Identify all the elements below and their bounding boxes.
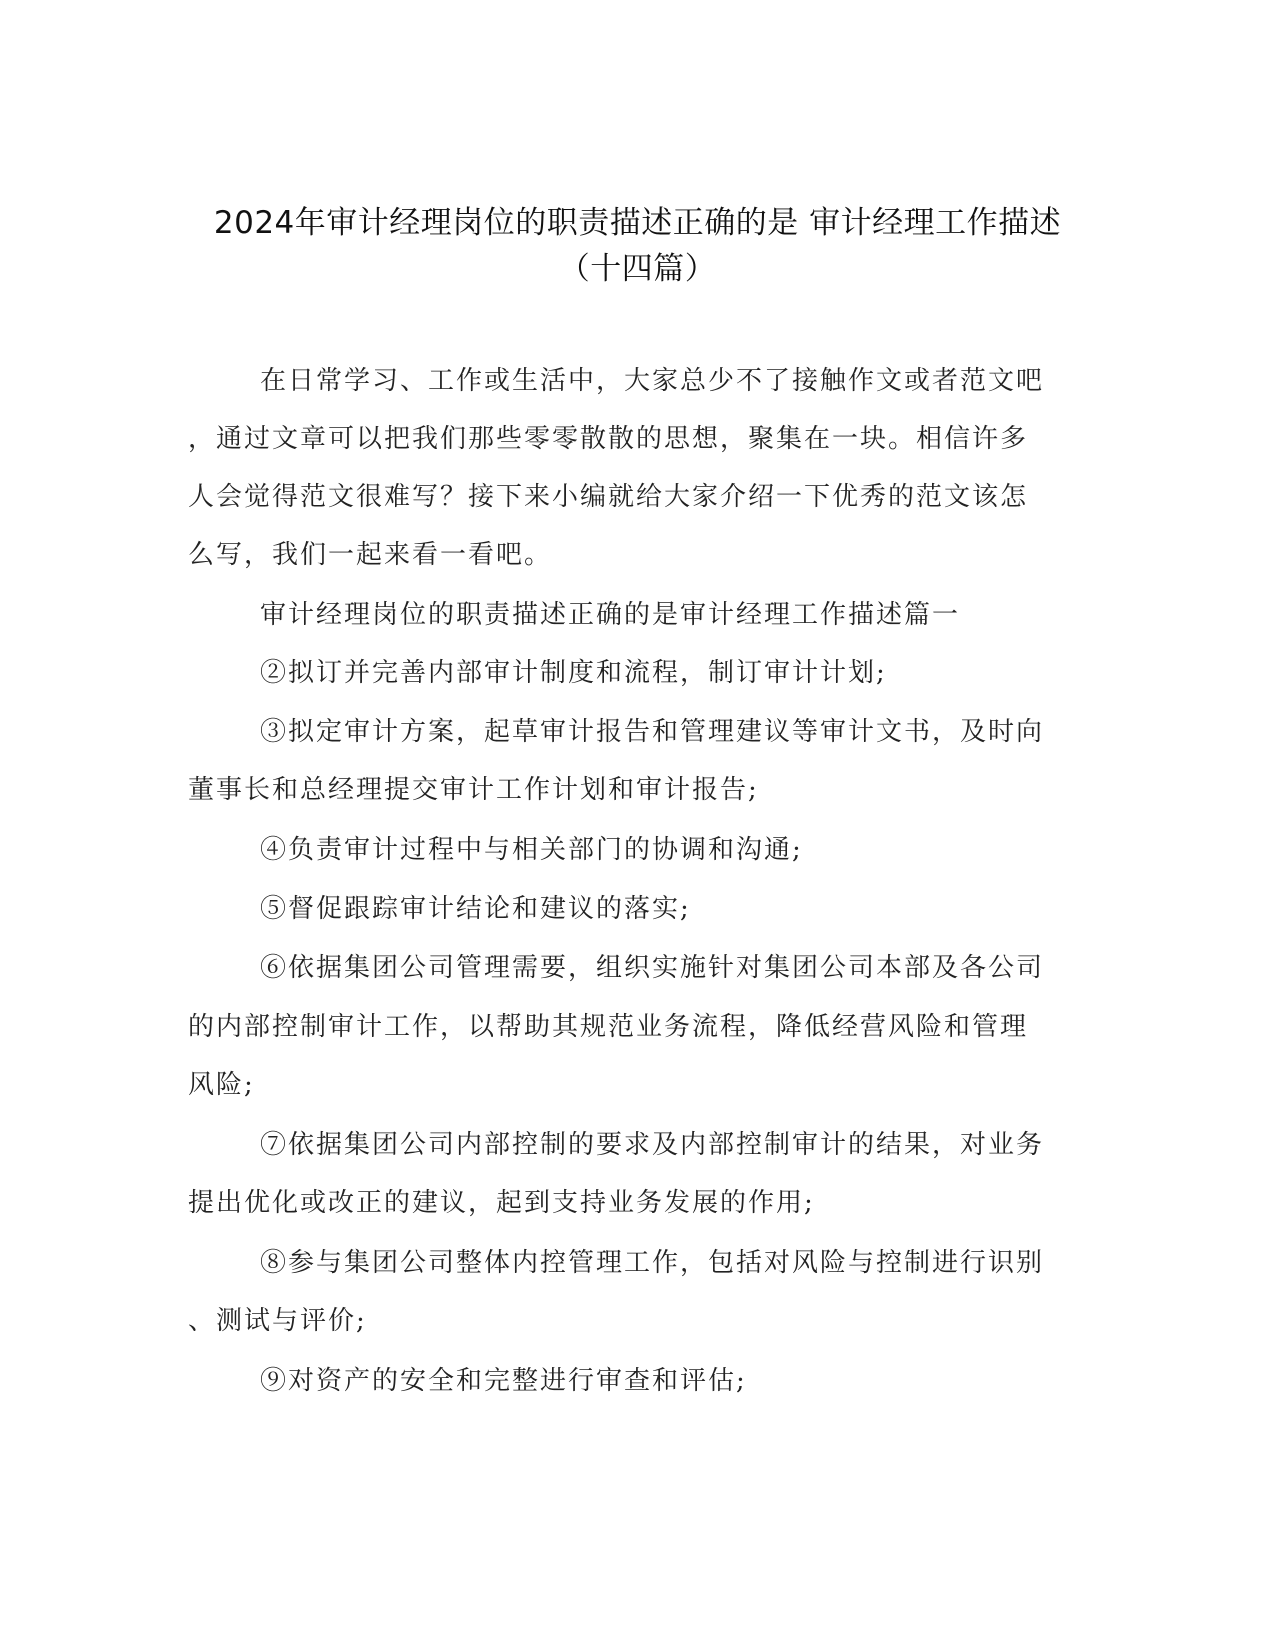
- list-item: ⑧参与集团公司整体内控管理工作，包括对风险与控制进行识别: [260, 1248, 1045, 1278]
- list-item: ④负责审计过程中与相关部门的协调和沟通;: [260, 835, 803, 865]
- section-heading: 审计经理岗位的职责描述正确的是审计经理工作描述篇一: [260, 600, 961, 630]
- list-item-continuation: 提出优化或改正的建议，起到支持业务发展的作用;: [188, 1188, 815, 1218]
- list-item: ②拟订并完善内部审计制度和流程，制订审计计划;: [260, 658, 887, 688]
- list-item: ⑨对资产的安全和完整进行审查和评估;: [260, 1366, 747, 1396]
- title-line-2: （十四篇）: [558, 251, 717, 287]
- list-item-continuation: 的内部控制审计工作，以帮助其规范业务流程，降低经营风险和管理: [188, 1012, 1029, 1042]
- title-line-1: 2024年审计经理岗位的职责描述正确的是 审计经理工作描述: [213, 205, 1062, 241]
- paragraph-line: 人会觉得范文很难写？接下来小编就给大家介绍一下优秀的范文该怎: [188, 482, 1029, 512]
- list-item: ⑥依据集团公司管理需要，组织实施针对集团公司本部及各公司: [260, 953, 1045, 983]
- list-item-continuation: 风险;: [188, 1070, 255, 1100]
- paragraph-line: 在日常学习、工作或生活中，大家总少不了接触作文或者范文吧: [260, 366, 1045, 396]
- list-item-continuation: 董事长和总经理提交审计工作计划和审计报告;: [188, 775, 759, 805]
- document-title: [150, 200, 1125, 292]
- list-item: ③拟定审计方案，起草审计报告和管理建议等审计文书，及时向: [260, 717, 1045, 747]
- list-item: ⑤督促跟踪审计结论和建议的落实;: [260, 894, 691, 924]
- paragraph-line: ，通过文章可以把我们那些零零散散的思想，聚集在一块。相信许多: [188, 424, 1029, 454]
- list-item-continuation: 、测试与评价;: [188, 1306, 367, 1336]
- list-item: ⑦依据集团公司内部控制的要求及内部控制审计的结果，对业务: [260, 1130, 1045, 1160]
- paragraph-line: 么写，我们一起来看一看吧。: [188, 540, 553, 570]
